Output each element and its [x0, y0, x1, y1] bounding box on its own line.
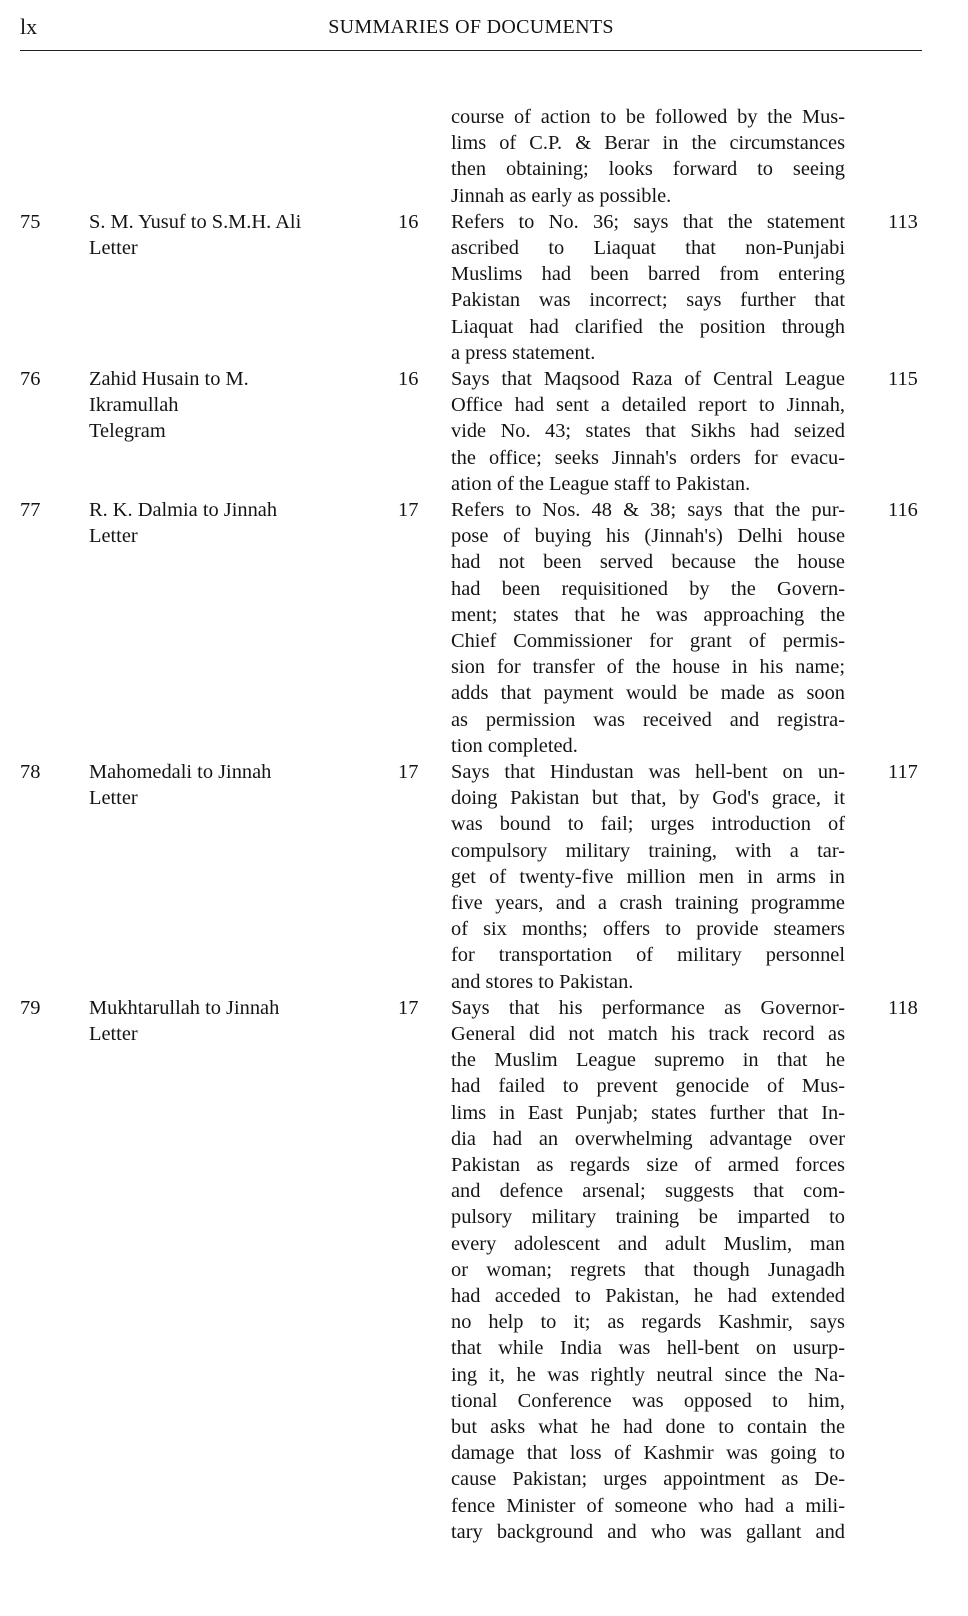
summary-line: pose of buying his (Jinnah's) Delhi house [451, 525, 845, 548]
page-number: lx [20, 14, 38, 39]
summary-line: and defence arsenal; suggests that com- [451, 1180, 845, 1203]
summary-line: was bound to fail; urges introduction of [451, 813, 845, 836]
summary-line: tary background and who was gallant and [451, 1520, 845, 1543]
summary-line: the Muslim League supremo in that he [451, 1049, 845, 1072]
summary-line: dia had an overwhelming advantage over [451, 1127, 845, 1150]
document-number: 77 [20, 499, 41, 521]
document-number: 75 [20, 210, 41, 233]
document-number: 79 [20, 996, 41, 1019]
document-summary [451, 366, 845, 497]
page-reference: 118 [888, 996, 918, 1019]
document-date: 17 [398, 761, 419, 783]
summary-line: Office had sent a detailed report to Jinnah, [451, 394, 845, 417]
summary-line: ing it, he was rightly neutral since the Na- [451, 1363, 845, 1386]
summary-line: Says that his performance as Governor- [451, 996, 845, 1019]
title-line: Zahid Husain to M. [89, 368, 249, 390]
title-line: Letter [89, 525, 138, 548]
running-title: SUMMARIES OF DOCUMENTS [328, 16, 614, 38]
summary-line: had not been served because the house [451, 551, 845, 574]
summary-line: Refers to Nos. 48 & 38; says that the pur- [451, 499, 845, 521]
title-line: Letter [89, 237, 138, 259]
document-summary [451, 759, 845, 995]
summary-line: get of twenty-five million men in arms in [451, 865, 845, 888]
document-title [89, 209, 379, 261]
summary-line: ment; states that he was approaching the [451, 603, 845, 626]
summary-line: Pakistan as regards size of armed forces [451, 1154, 845, 1177]
summary-line: had failed to prevent genocide of Mus- [451, 1075, 845, 1098]
summary-line: tion completed. [451, 734, 578, 757]
summary-line: ascribed to Liaquat that non-Punjabi [451, 237, 845, 259]
document-number: 76 [20, 368, 41, 390]
document-summary [451, 995, 845, 1545]
document-title [89, 366, 379, 445]
summary-line: vide No. 43; states that Sikhs had seized [451, 420, 845, 443]
summary-line: no help to it; as regards Kashmir, says [451, 1311, 845, 1334]
summary-line: fence Minister of someone who had a mili- [451, 1494, 845, 1517]
title-line: Letter [89, 787, 138, 810]
summary-line: Refers to No. 36; says that the statement [451, 210, 845, 233]
summary-line: every adolescent and adult Muslim, man [451, 1232, 845, 1255]
title-line: Letter [89, 1023, 138, 1045]
summary-line: compulsory military training, with a tar- [451, 839, 845, 862]
document-date: 17 [398, 499, 419, 521]
page-reference: 115 [888, 368, 918, 390]
document-number: 78 [20, 761, 41, 783]
continued-summary [451, 104, 845, 209]
running-header [20, 10, 922, 51]
summary-line: but asks what he had done to contain the [451, 1416, 845, 1439]
summary-line: doing Pakistan but that, by God's grace, it [451, 787, 845, 810]
title-line: R. K. Dalmia to Jinnah [89, 499, 278, 521]
summary-line: as permission was received and registra- [451, 708, 845, 731]
summary-line: the office; seeks Jinnah's orders for evacu- [451, 446, 845, 469]
summary-line: lims in East Punjab; states further that In- [451, 1101, 845, 1124]
summary-line: Jinnah as early as possible. [451, 184, 672, 207]
summary-line: sion for transfer of the house in his name; [451, 656, 845, 679]
document-title [89, 497, 379, 549]
summary-line: Says that Maqsood Raza of Central League [451, 368, 845, 390]
summary-line: damage that loss of Kashmir was going to [451, 1442, 845, 1465]
document-summary [451, 209, 845, 366]
summary-line: lims of C.P. & Berar in the circumstances [451, 132, 845, 155]
summary-line: for transportation of military personnel [451, 944, 845, 967]
summary-line: Muslims had been barred from entering [451, 263, 845, 286]
summary-line: had acceded to Pakistan, he had extended [451, 1285, 845, 1308]
document-title [89, 759, 379, 811]
title-line: S. M. Yusuf to S.M.H. Ali [89, 210, 302, 233]
summary-line: pulsory military training be imparted to [451, 1206, 845, 1229]
summary-line: adds that payment would be made as soon [451, 682, 845, 705]
page-reference: 116 [888, 499, 918, 521]
document-summary [451, 497, 845, 759]
summary-line: or woman; regrets that though Junagadh [451, 1258, 845, 1281]
summary-line: General did not match his track record as [451, 1023, 845, 1045]
summary-line: five years, and a crash training programme [451, 892, 845, 915]
summary-line: had been requisitioned by the Govern- [451, 577, 845, 600]
summary-line: and stores to Pakistan. [451, 970, 634, 993]
summary-line: Liaquat had clarified the position through [451, 315, 845, 338]
document-title [89, 995, 379, 1047]
document-date: 16 [398, 210, 419, 233]
page-reference: 113 [888, 210, 918, 233]
summary-line: ation of the League staff to Pakistan. [451, 472, 751, 495]
summary-line: tional Conference was opposed to him, [451, 1389, 845, 1412]
document-date: 17 [398, 996, 419, 1019]
summary-line: then obtaining; looks forward to seeing [451, 158, 845, 181]
summary-line: cause Pakistan; urges appointment as De- [451, 1468, 845, 1491]
summary-line: Chief Commissioner for grant of permis- [451, 630, 845, 653]
title-line: Mahomedali to Jinnah [89, 761, 272, 783]
document-date: 16 [398, 368, 419, 390]
summary-line: Says that Hindustan was hell-bent on un- [451, 761, 845, 783]
summary-line: of six months; offers to provide steamers [451, 918, 845, 941]
title-line: Telegram [89, 420, 166, 443]
summary-line: that while India was hell-bent on usurp- [451, 1337, 845, 1360]
page-reference: 117 [888, 761, 918, 783]
summary-line: Pakistan was incorrect; says further that [451, 289, 845, 312]
summary-line: course of action to be followed by the Mus- [451, 106, 845, 128]
summary-line: a press statement. [451, 341, 596, 364]
title-line: Mukhtarullah to Jinnah [89, 996, 280, 1019]
title-line: Ikramullah [89, 394, 179, 417]
